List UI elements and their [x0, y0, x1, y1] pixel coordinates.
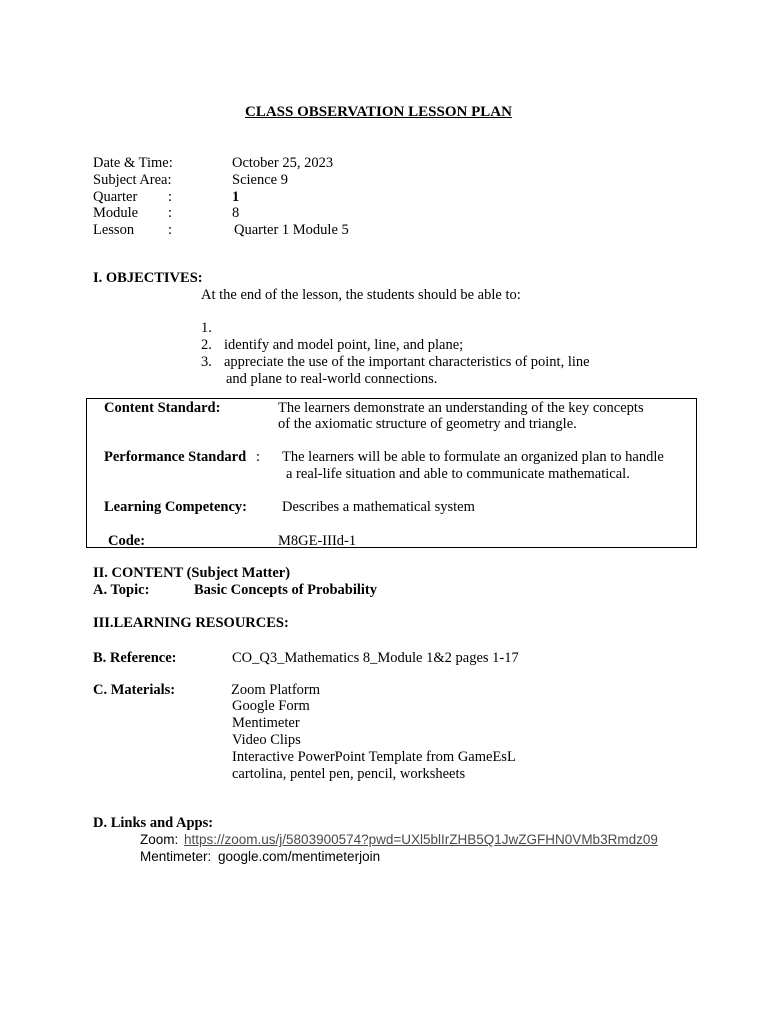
objective-number: 3. [201, 354, 212, 370]
page-title: CLASS OBSERVATION LESSON PLAN [245, 104, 512, 120]
content-standard-label: Content Standard: [104, 400, 221, 416]
materials-item: Zoom Platform [231, 682, 321, 698]
module-value: 8 [232, 205, 240, 221]
performance-standard-text: The learners will be able to formulate an organized plan to handle [282, 449, 664, 465]
zoom-label: Zoom: [140, 832, 179, 847]
links-heading: D. Links and Apps: [93, 815, 214, 831]
quarter-value: 1 [232, 189, 240, 205]
quarter-label: Quarter [93, 189, 138, 205]
materials-item: Mentimeter [232, 715, 300, 731]
date-time-value: October 25, 2023 [232, 155, 334, 171]
code-text: M8GE-IIId-1 [278, 533, 357, 549]
objective-number: 1. [201, 320, 212, 336]
lesson-label: Lesson [93, 222, 135, 238]
objectives-intro: At the end of the lesson, the students should be able to: [201, 287, 521, 303]
learning-competency-text: Describes a mathematical system [282, 499, 475, 515]
content-standard-text-continued: of the axiomatic structure of geometry and triangle. [278, 416, 577, 432]
topic-label: A. Topic: [93, 582, 150, 598]
performance-standard-text-continued: a real-life situation and able to communicate mathematical. [286, 466, 630, 482]
lesson-colon: : [168, 222, 173, 238]
learning-competency-label: Learning Competency: [104, 499, 247, 515]
content-heading: II. CONTENT (Subject Matter) [93, 565, 291, 581]
reference-label: B. Reference: [93, 650, 177, 666]
zoom-link[interactable]: https://zoom.us/j/5803900574?pwd=UXl5blIrZHB5Q1JwZGFHN0VMb3Rmdz09 [184, 832, 658, 847]
subject-area-label: Subject Area: [93, 172, 172, 188]
objectives-heading: I. OBJECTIVES: [93, 270, 203, 286]
module-colon: : [168, 205, 173, 221]
performance-standard-colon: : [256, 449, 261, 465]
topic-value: Basic Concepts of Probability [194, 582, 377, 598]
resources-heading: III.LEARNING RESOURCES: [93, 615, 289, 631]
module-label: Module [93, 205, 139, 221]
materials-item: Google Form [232, 698, 310, 714]
materials-item: cartolina, pentel pen, pencil, worksheets [232, 766, 466, 782]
materials-label: C. Materials: [93, 682, 176, 698]
mentimeter-link[interactable]: google.com/mentimeterjoin [218, 849, 381, 864]
subject-area-value: Science 9 [232, 172, 288, 188]
performance-standard-label: Performance Standard [104, 449, 247, 465]
materials-item: Interactive PowerPoint Template from GameEsL [232, 749, 516, 765]
objective-text: identify and model point, line, and plane; [224, 337, 464, 353]
objective-number: 2. [201, 337, 212, 353]
reference-value: CO_Q3_Mathematics 8_Module 1&2 pages 1-17 [232, 650, 519, 666]
code-label: Code: [108, 533, 146, 549]
objective-text: appreciate the use of the important characteristics of point, line [224, 354, 590, 370]
content-standard-text: The learners demonstrate an understanding of the key concepts [278, 400, 644, 416]
lesson-value: Quarter 1 Module 5 [234, 222, 349, 238]
objective-text-continued: and plane to real-world connections. [226, 371, 438, 387]
quarter-colon: : [168, 189, 173, 205]
materials-item: Video Clips [232, 732, 301, 748]
mentimeter-label: Mentimeter: [140, 849, 212, 864]
date-time-label: Date & Time: [93, 155, 173, 171]
